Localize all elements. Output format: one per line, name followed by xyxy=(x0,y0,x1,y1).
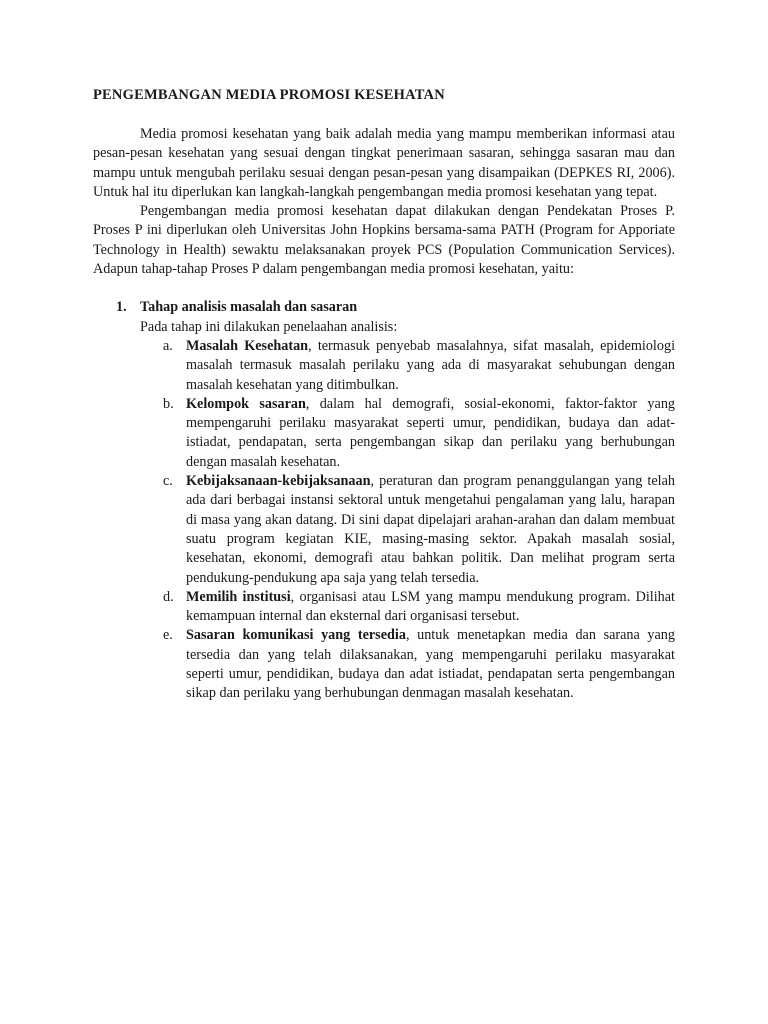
paragraph-intro: Media promosi kesehatan yang baik adalah media yang mampu memberikan informasi atau pesan-pesan kesehatan yang sesuai dengan tingkat penerimaan sasaran, sehingga sasaran mau dan mampu untuk mengubah perilaku sesuai dengan pesan-pesan yang disampaikan (DEPKES RI, 2006). Untuk hal itu diperlukan kan langkah-langkah pengembangan media promosi kesehatan yang tepat. xyxy=(93,126,675,200)
list-item-term: Memilih institusi xyxy=(186,588,291,605)
list-item-letter: c. xyxy=(163,473,173,490)
list-item-text: , organisasi atau LSM yang mampu mendukung program. Dilihat kemampuan internal dan eksternal dari organisasi tersebut. xyxy=(186,588,675,625)
list-item xyxy=(93,472,675,588)
list-item-letter: a. xyxy=(163,337,173,354)
list-item-text: , dalam hal demografi, sosial-ekonomi, faktor-faktor yang mempengaruhi perilaku masyarakat seperti umur, pendidikan, budaya dan adat-istiadat, pendapatan, serta pengembangan sikap dan perilaku yang berhubungan dengan masalah kesehatan. xyxy=(186,395,676,470)
list-item-text: , termasuk penyebab masalahnya, sifat masalah, epidemiologi masalah termasuk masalah perilaku yang ada di masyarakat sehubungan dengan masalah kesehatan yang ditimbulkan. xyxy=(186,337,676,393)
list-item xyxy=(93,395,675,472)
list-item-letter: b. xyxy=(163,395,174,412)
document-title: PENGEMBANGAN MEDIA PROMOSI KESEHATAN xyxy=(93,87,445,103)
list-item-term: Kebijaksanaan-kebijaksanaan xyxy=(186,473,371,490)
section-1 xyxy=(93,298,675,703)
paragraph-approach: Pengembangan media promosi kesehatan dapat dilakukan dengan Pendekatan Proses P. Proses P ini diperlukan oleh Universitas John Hopkins bersama-sama PATH (Program for Apporiate Technology in Health) sewaktu melaksanakan proyek PCS (Population Communication Services). Adapun tahap-tahap Proses P dalam pengembangan media promosi kesehatan, yaitu: xyxy=(93,203,675,278)
list-item-term: Sasaran komunikasi yang tersedia xyxy=(186,627,406,644)
analysis-list xyxy=(93,337,675,704)
list-item-term: Kelompok sasaran xyxy=(186,395,306,412)
section-heading-text: Tahap analisis masalah dan sasaran xyxy=(140,299,358,316)
section-intro: Pada tahap ini dilakukan penelaahan analisis: xyxy=(140,318,398,335)
section-heading xyxy=(93,298,675,317)
list-item xyxy=(93,626,675,703)
section-number: 1. xyxy=(116,299,127,316)
list-item xyxy=(93,588,675,627)
paragraph-spacer xyxy=(93,279,675,298)
list-item-letter: e. xyxy=(163,627,173,644)
list-item-term: Masalah Kesehatan xyxy=(186,337,309,354)
list-item-letter: d. xyxy=(163,588,174,605)
document-page xyxy=(93,86,675,704)
list-item xyxy=(93,337,675,395)
list-item-text: , untuk menetapkan media dan sarana yang tersedia dan yang telah dilaksanakan, yang mempengaruhi perilaku masyarakat seperti umur, pendidikan, budaya dan adat istiadat, pendapatan serta pengembangan sikap dan perilaku yang berhubungan denmagan masalah kesehatan. xyxy=(186,627,675,702)
list-item-text: , peraturan dan program penanggulangan yang telah ada dari berbagai instansi sektoral untuk mengetahui pengalaman yang lalu, harapan di masa yang akan datang. Di sini dapat dipelajari arahan-arahan dan dalam membuat suatu program kegiatan KIE, masing-masing sektor. Apakah masalah sosial, kesehatan, ekonomi, demografi atau bahkan politik. Dan melihat program serta pendukung-pendukung apa saja yang telah tersedia. xyxy=(186,473,675,586)
